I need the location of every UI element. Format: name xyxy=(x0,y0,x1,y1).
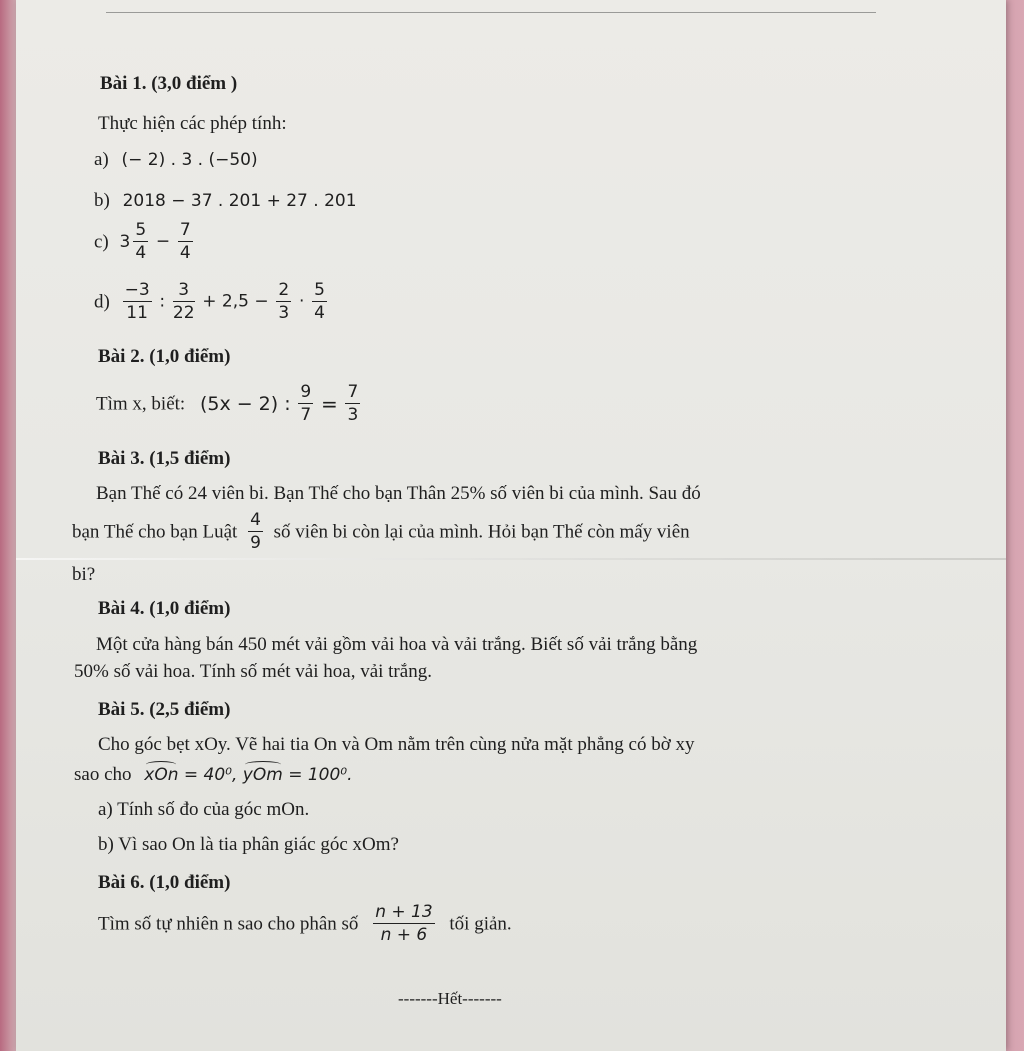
b6-den: n + 6 xyxy=(380,925,428,945)
b1-a-expr: (− 2) . 3 . (−50) xyxy=(121,150,258,170)
b3-den: 9 xyxy=(250,533,261,553)
b1-d-frac1 xyxy=(123,282,152,322)
b1-c-den1: 4 xyxy=(135,243,147,263)
b5-qa: a) Tính số đo của góc mOn. xyxy=(98,799,310,820)
b1-d-num2: 3 xyxy=(173,282,195,302)
b5-title: Bài 5. (2,5 điểm) xyxy=(98,699,231,720)
b1-d-den4: 4 xyxy=(314,303,325,323)
b3-frac xyxy=(248,512,263,552)
b1-c-whole: 3 xyxy=(119,231,131,252)
b1-c-num1: 5 xyxy=(135,220,147,240)
b4-title: Bài 4. (1,0 điểm) xyxy=(98,598,231,619)
b1-c-op: − xyxy=(155,231,171,252)
b6-title: Bài 6. (1,0 điểm) xyxy=(98,872,231,893)
b3-line3: bi? xyxy=(72,564,96,585)
b1-c-frac2 xyxy=(178,222,193,262)
b2-text: Tìm x, biết: xyxy=(96,393,186,415)
b1-d-op1: : xyxy=(159,291,166,312)
b1-d-frac2 xyxy=(173,282,195,322)
b6-frac xyxy=(373,904,434,944)
b1-intro: Thực hiện các phép tính: xyxy=(98,113,287,134)
b1-d-num3: 2 xyxy=(278,280,290,300)
b1-b-expr: 2018 − 37 . 201 + 27 . 201 xyxy=(122,191,357,211)
b4-line2: 50% số vải hoa. Tính số mét vải hoa, vải trắng. xyxy=(74,661,432,682)
b1-d-den1: 11 xyxy=(126,303,148,323)
b5-line2a: sao cho xyxy=(74,764,132,785)
b2-den2: 3 xyxy=(347,405,359,425)
b1-d-num1: −3 xyxy=(124,280,150,300)
b1-d-den3: 3 xyxy=(278,303,290,323)
b3-line2b: số viên bi còn lại của mình. Hỏi bạn Thế còn mấy viên xyxy=(273,521,690,543)
b6-text: Tìm số tự nhiên n sao cho phân số xyxy=(98,913,359,935)
b1-d-mid: + 2,5 − xyxy=(202,291,269,312)
b3-title: Bài 3. (1,5 điểm) xyxy=(98,448,231,469)
b2-frac2 xyxy=(345,384,360,424)
b3-line2 xyxy=(72,512,690,552)
paper-fold xyxy=(16,558,1006,560)
b1-b-label: b) xyxy=(94,190,110,211)
b2-num1: 9 xyxy=(300,382,312,402)
b2-frac1 xyxy=(298,384,313,424)
b5-val2: = 100⁰. xyxy=(282,765,353,785)
b3-line1: Bạn Thế có 24 viên bi. Bạn Thế cho bạn Thân 25% số viên bi của mình. Sau đó xyxy=(96,483,701,504)
b1-d-den2: 22 xyxy=(172,303,195,323)
b4-line1: Một cửa hàng bán 450 mét vải gồm vải hoa và vải trắng. Biết số vải trắng bằng xyxy=(96,634,698,655)
b3-line2a: bạn Thế cho bạn Luật xyxy=(72,521,238,543)
b2-den1: 7 xyxy=(300,405,312,425)
b5-angle1: xOn xyxy=(144,765,179,785)
b2-num2: 7 xyxy=(347,382,359,402)
b1-d-frac4 xyxy=(312,282,327,322)
b2-eq: = xyxy=(320,392,338,416)
b1-d-op2: · xyxy=(298,291,305,312)
b5-angle2: yOm xyxy=(242,765,283,785)
b1-a xyxy=(94,150,258,169)
b1-d-label: d) xyxy=(94,291,110,313)
end-marker: -------Hết------- xyxy=(398,989,502,1008)
b6-after: tối giản. xyxy=(449,913,512,935)
b1-c xyxy=(94,222,196,262)
b2-problem xyxy=(96,384,363,424)
b1-c-frac1 xyxy=(133,222,148,262)
b6-num: n + 13 xyxy=(375,902,433,922)
b1-c-label: c) xyxy=(94,231,109,253)
b2-title: Bài 2. (1,0 điểm) xyxy=(98,346,231,367)
b6-problem xyxy=(98,904,512,944)
b1-d-frac3 xyxy=(276,282,291,322)
b1-d-num4: 5 xyxy=(314,280,325,300)
b2-lhs: (5x − 2) : xyxy=(199,392,291,415)
b5-line1: Cho góc bẹt xOy. Vẽ hai tia On và Om nằm trên cùng nửa mặt phẳng có bờ xy xyxy=(98,734,695,755)
b3-num: 4 xyxy=(250,510,261,530)
b1-a-label: a) xyxy=(94,149,109,170)
b5-val1: = 40⁰, xyxy=(178,765,243,785)
b5-qb: b) Vì sao On là tia phân giác góc xOm? xyxy=(98,834,399,855)
b1-b xyxy=(94,191,357,210)
exam-paper xyxy=(16,0,1006,1051)
b1-title: Bài 1. (3,0 điểm ) xyxy=(100,73,238,94)
b1-c-num2: 7 xyxy=(179,220,191,240)
b1-c-den2: 4 xyxy=(179,243,191,263)
b5-line2 xyxy=(74,765,353,784)
b1-d xyxy=(94,282,330,322)
top-rule xyxy=(106,12,876,13)
